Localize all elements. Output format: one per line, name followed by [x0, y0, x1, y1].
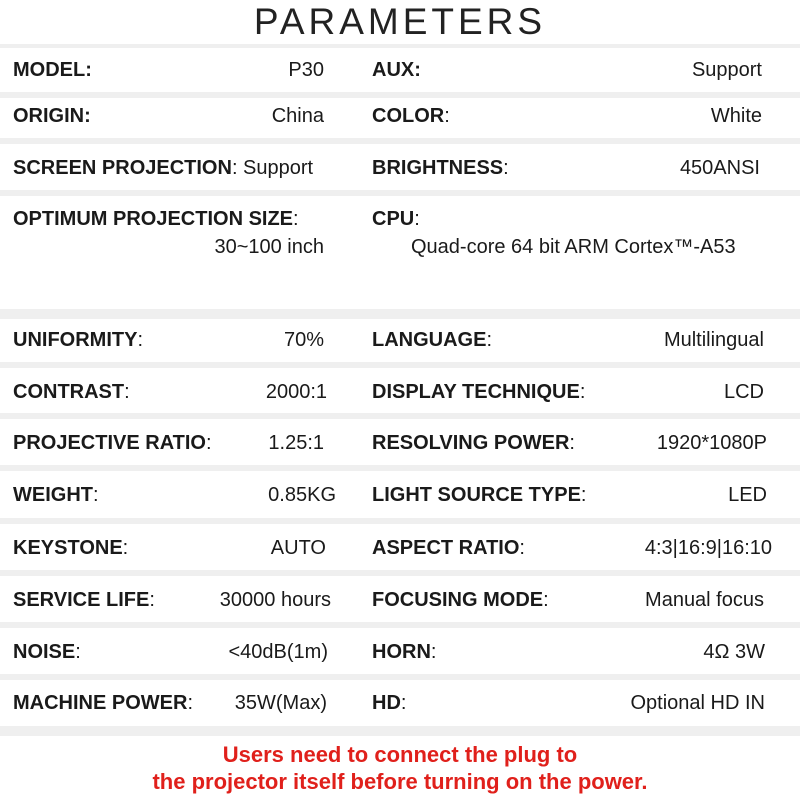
- spec-label: ASPECT RATIO:: [372, 537, 525, 559]
- spec-value: China: [271, 105, 324, 127]
- spec-label: RESOLVING POWER:: [372, 432, 575, 454]
- spec-value: P30: [288, 59, 324, 81]
- row-separator: [0, 362, 800, 368]
- spec-label: MACHINE POWER:: [13, 692, 194, 714]
- spec-label: UNIFORMITY:: [13, 329, 143, 351]
- warning-note-line-1: Users need to connect the plug to: [222, 742, 578, 767]
- spec-label: SCREEN PROJECTION: Support: [13, 157, 314, 179]
- spec-label: SERVICE LIFE:: [13, 589, 155, 611]
- spec-value: 30000 hours: [219, 589, 331, 611]
- spec-label: HORN:: [372, 641, 437, 663]
- spec-label: WEIGHT:: [13, 484, 99, 506]
- spec-value: 4Ω 3W: [703, 641, 765, 663]
- spec-value: 0.85KG: [268, 484, 336, 506]
- spec-value: Optional HD IN: [630, 692, 765, 714]
- spec-value: AUTO: [270, 537, 326, 559]
- row-separator: [0, 674, 800, 680]
- spec-value: 2000:1: [265, 381, 327, 403]
- spec-value: Quad-core 64 bit ARM Cortex™-A53: [411, 236, 736, 258]
- row-separator: [0, 138, 800, 144]
- spec-label: COLOR:: [372, 105, 450, 127]
- spec-value: <40dB(1m): [228, 641, 328, 663]
- row-separator: [0, 465, 800, 471]
- row-separator: [0, 309, 800, 319]
- spec-label: PROJECTIVE RATIO:: [13, 432, 212, 454]
- spec-label: FOCUSING MODE:: [372, 589, 549, 611]
- spec-label: OPTIMUM PROJECTION SIZE:: [13, 208, 299, 230]
- spec-value: 30~100 inch: [214, 236, 324, 258]
- spec-value: LCD: [723, 381, 764, 403]
- spec-label: AUX:: [372, 59, 421, 81]
- spec-label: DISPLAY TECHNIQUE:: [372, 381, 586, 403]
- spec-label: LIGHT SOURCE TYPE:: [372, 484, 587, 506]
- row-separator: [0, 726, 800, 736]
- row-separator: [0, 518, 800, 524]
- row-separator: [0, 92, 800, 98]
- spec-value: 1920*1080P: [656, 432, 767, 454]
- spec-label: NOISE:: [13, 641, 81, 663]
- spec-label: CONTRAST:: [13, 381, 130, 403]
- spec-label: LANGUAGE:: [372, 329, 493, 351]
- spec-label: ORIGIN:: [13, 105, 91, 127]
- spec-label: KEYSTONE:: [13, 537, 129, 559]
- row-separator: [0, 44, 800, 48]
- row-separator: [0, 622, 800, 628]
- spec-value: Manual focus: [645, 589, 764, 611]
- spec-value: 70%: [283, 329, 324, 351]
- row-separator: [0, 413, 800, 419]
- spec-value: 35W(Max): [234, 692, 327, 714]
- spec-value: LED: [728, 484, 767, 506]
- spec-value: 4:3|16:9|16:10: [644, 537, 772, 559]
- page-title: PARAMETERS: [253, 1, 547, 42]
- spec-label: BRIGHTNESS:: [372, 157, 509, 179]
- row-separator: [0, 190, 800, 196]
- spec-value: 450ANSI: [679, 157, 760, 179]
- spec-value: Multilingual: [663, 329, 764, 351]
- warning-note-line-2: the projector itself before turning on the power.: [152, 769, 648, 794]
- row-separator: [0, 570, 800, 576]
- spec-label: CPU:: [372, 208, 420, 230]
- spec-label: MODEL:: [13, 59, 92, 81]
- spec-value: Support: [691, 59, 762, 81]
- spec-label: HD:: [372, 692, 407, 714]
- spec-value: White: [710, 105, 762, 127]
- spec-value: 1.25:1: [268, 432, 324, 454]
